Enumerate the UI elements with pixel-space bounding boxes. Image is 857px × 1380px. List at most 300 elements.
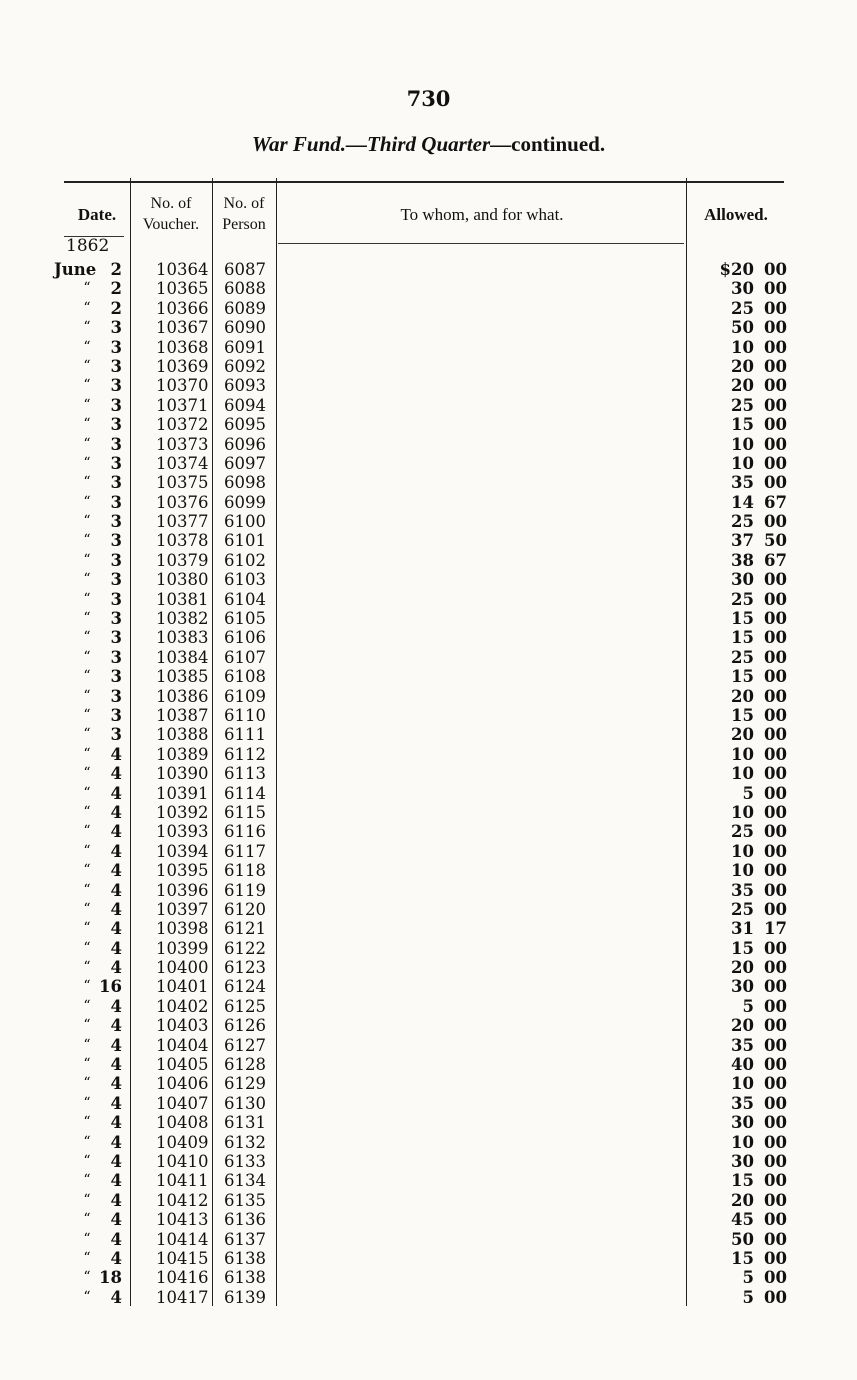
amount-dollars: 15 xyxy=(731,415,754,435)
table-row xyxy=(0,338,857,357)
amount-dollars: 35 xyxy=(731,1093,754,1113)
table-row xyxy=(0,1171,857,1190)
date-ditto-mark: “ xyxy=(83,997,91,1014)
amount-dollars: 10 xyxy=(731,841,754,861)
amount-cents: 00 xyxy=(764,589,787,609)
person-number: 6108 xyxy=(224,667,266,687)
amount-cents: 00 xyxy=(764,1093,787,1113)
date-day: 3 xyxy=(110,318,122,338)
voucher-number: 10408 xyxy=(156,1113,209,1133)
table-row xyxy=(0,939,857,958)
voucher-number: 10381 xyxy=(156,589,209,609)
voucher-number: 10378 xyxy=(156,531,209,551)
amount-dollars: 10 xyxy=(731,1074,754,1094)
table-row xyxy=(0,803,857,822)
voucher-number: 10371 xyxy=(156,395,209,415)
date-ditto-mark: “ xyxy=(83,474,91,491)
person-number: 6136 xyxy=(224,1210,266,1230)
amount-cents: 00 xyxy=(764,260,787,279)
voucher-number: 10382 xyxy=(156,609,209,629)
person-number: 6117 xyxy=(224,841,266,861)
amount-dollars: 5 xyxy=(742,783,754,803)
voucher-number: 10375 xyxy=(156,473,209,493)
date-day: 4 xyxy=(110,764,122,784)
table-body xyxy=(0,260,857,1307)
amount-cents: 00 xyxy=(764,434,787,454)
amount-cents: 00 xyxy=(764,1113,787,1133)
amount-dollars: 5 xyxy=(742,1268,754,1288)
amount-cents: 00 xyxy=(764,1229,787,1249)
page-number: 730 xyxy=(406,86,451,111)
amount-dollars: 10 xyxy=(731,802,754,822)
amount-cents: 67 xyxy=(764,550,787,570)
amount-dollars: 25 xyxy=(731,647,754,667)
voucher-number: 10370 xyxy=(156,376,209,396)
person-number: 6124 xyxy=(224,977,266,997)
table-row xyxy=(0,493,857,512)
date-ditto-mark: “ xyxy=(83,823,91,840)
date-ditto-mark: “ xyxy=(83,629,91,646)
date-ditto-mark: “ xyxy=(83,571,91,588)
amount-cents: 00 xyxy=(764,841,787,861)
date-day: 3 xyxy=(110,512,122,532)
amount-dollars: 15 xyxy=(731,667,754,687)
amount-dollars: 10 xyxy=(731,861,754,881)
title-continued: —continued. xyxy=(490,132,606,156)
table-row xyxy=(0,958,857,977)
amount-dollars: 10 xyxy=(731,1132,754,1152)
date-day: 4 xyxy=(110,1287,122,1307)
person-number: 6120 xyxy=(224,899,266,919)
voucher-number: 10400 xyxy=(156,958,209,978)
voucher-number: 10417 xyxy=(156,1287,209,1307)
date-day: 3 xyxy=(110,356,122,376)
person-number: 6112 xyxy=(224,744,266,764)
table-row xyxy=(0,1230,857,1249)
person-number: 6134 xyxy=(224,1171,266,1191)
person-number: 6093 xyxy=(224,376,266,396)
person-number: 6095 xyxy=(224,415,266,435)
amount-dollars: 50 xyxy=(731,318,754,338)
date-ditto-mark: “ xyxy=(83,687,91,704)
year-label: 1862 xyxy=(66,236,110,256)
voucher-number: 10397 xyxy=(156,899,209,919)
amount-dollars: 10 xyxy=(731,337,754,357)
table-row xyxy=(0,919,857,938)
date-ditto-mark: “ xyxy=(83,978,91,995)
amount-dollars: 15 xyxy=(731,1248,754,1268)
voucher-number: 10402 xyxy=(156,996,209,1016)
person-number: 6110 xyxy=(224,705,266,725)
person-number: 6101 xyxy=(224,531,266,551)
date-ditto-mark: “ xyxy=(83,1017,91,1034)
amount-cents: 00 xyxy=(764,977,787,997)
amount-dollars: 5 xyxy=(742,996,754,1016)
person-number: 6091 xyxy=(224,337,266,357)
person-number: 6088 xyxy=(224,279,266,299)
person-number: 6129 xyxy=(224,1074,266,1094)
amount-cents: 00 xyxy=(764,861,787,881)
amount-dollars: 25 xyxy=(731,395,754,415)
voucher-number: 10380 xyxy=(156,570,209,590)
voucher-number: 10396 xyxy=(156,880,209,900)
header-allowed: Allowed. xyxy=(704,204,768,224)
table-header xyxy=(64,184,784,244)
table-row xyxy=(0,435,857,454)
date-day: 4 xyxy=(110,841,122,861)
amount-cents: 00 xyxy=(764,298,787,318)
voucher-number: 10410 xyxy=(156,1151,209,1171)
date-day: 3 xyxy=(110,705,122,725)
voucher-number: 10407 xyxy=(156,1093,209,1113)
amount-cents: 00 xyxy=(764,899,787,919)
amount-dollars: 35 xyxy=(731,473,754,493)
amount-dollars: 30 xyxy=(731,977,754,997)
date-day: 4 xyxy=(110,1113,122,1133)
person-number: 6090 xyxy=(224,318,266,338)
table-row xyxy=(0,628,857,647)
amount-dollars: $20 xyxy=(719,260,754,279)
amount-cents: 00 xyxy=(764,415,787,435)
date-ditto-mark: “ xyxy=(83,299,91,316)
amount-dollars: 37 xyxy=(731,531,754,551)
date-day: 4 xyxy=(110,1016,122,1036)
table-row xyxy=(0,1036,857,1055)
table-row xyxy=(0,1113,857,1132)
amount-cents: 00 xyxy=(764,356,787,376)
date-ditto-mark: “ xyxy=(83,610,91,627)
person-number: 6109 xyxy=(224,686,266,706)
table-row xyxy=(0,784,857,803)
voucher-number: 10369 xyxy=(156,356,209,376)
table-row xyxy=(0,1191,857,1210)
voucher-number: 10373 xyxy=(156,434,209,454)
amount-dollars: 38 xyxy=(731,550,754,570)
amount-dollars: 15 xyxy=(731,609,754,629)
date-ditto-mark: “ xyxy=(83,668,91,685)
date-ditto-mark: “ xyxy=(83,648,91,665)
voucher-number: 10366 xyxy=(156,298,209,318)
voucher-number: 10376 xyxy=(156,492,209,512)
date-day: 4 xyxy=(110,1093,122,1113)
person-number: 6137 xyxy=(224,1229,266,1249)
date-day: 3 xyxy=(110,395,122,415)
date-day: 2 xyxy=(110,260,122,279)
date-ditto-mark: “ xyxy=(83,357,91,374)
date-day: 3 xyxy=(110,570,122,590)
date-ditto-mark: “ xyxy=(83,1133,91,1150)
date-day: 3 xyxy=(110,434,122,454)
person-number: 6087 xyxy=(224,260,266,279)
table-row xyxy=(0,977,857,996)
table-row xyxy=(0,396,857,415)
voucher-number: 10404 xyxy=(156,1035,209,1055)
amount-dollars: 35 xyxy=(731,880,754,900)
voucher-number: 10412 xyxy=(156,1190,209,1210)
header-date: Date. xyxy=(77,204,117,224)
table-row xyxy=(0,687,857,706)
person-number: 6100 xyxy=(224,512,266,532)
amount-cents: 00 xyxy=(764,609,787,629)
voucher-number: 10416 xyxy=(156,1268,209,1288)
table-row xyxy=(0,415,857,434)
date-ditto-mark: “ xyxy=(83,900,91,917)
voucher-number: 10390 xyxy=(156,764,209,784)
date-day: 4 xyxy=(110,1248,122,1268)
date-day: 3 xyxy=(110,550,122,570)
amount-dollars: 20 xyxy=(731,686,754,706)
person-number: 6106 xyxy=(224,628,266,648)
date-ditto-mark: “ xyxy=(83,881,91,898)
amount-cents: 00 xyxy=(764,1268,787,1288)
date-ditto-mark: “ xyxy=(83,1056,91,1073)
date-ditto-mark: “ xyxy=(83,1230,91,1247)
voucher-number: 10384 xyxy=(156,647,209,667)
date-ditto-mark: “ xyxy=(83,920,91,937)
person-number: 6138 xyxy=(224,1248,266,1268)
amount-dollars: 25 xyxy=(731,512,754,532)
date-day: 2 xyxy=(110,298,122,318)
table-row xyxy=(0,745,857,764)
table-row xyxy=(0,822,857,841)
date-day: 3 xyxy=(110,415,122,435)
voucher-number: 10374 xyxy=(156,453,209,473)
date-day: 4 xyxy=(110,783,122,803)
amount-cents: 00 xyxy=(764,1132,787,1152)
date-ditto-mark: “ xyxy=(83,862,91,879)
person-number: 6115 xyxy=(224,802,266,822)
person-number: 6138 xyxy=(224,1268,266,1288)
voucher-number: 10387 xyxy=(156,705,209,725)
table-row xyxy=(0,667,857,686)
title-italic: War Fund.—Third Quarter xyxy=(251,132,491,156)
table-row xyxy=(0,900,857,919)
voucher-number: 10414 xyxy=(156,1229,209,1249)
voucher-number: 10386 xyxy=(156,686,209,706)
date-ditto-mark: “ xyxy=(83,513,91,530)
amount-cents: 17 xyxy=(764,919,787,939)
person-number: 6114 xyxy=(224,783,266,803)
person-number: 6089 xyxy=(224,298,266,318)
person-number: 6122 xyxy=(224,938,266,958)
table-row xyxy=(0,318,857,337)
person-number: 6139 xyxy=(224,1287,266,1307)
date-ditto-mark: “ xyxy=(83,532,91,549)
header-person-line1: No. of xyxy=(223,195,265,212)
amount-cents: 00 xyxy=(764,395,787,415)
person-number: 6127 xyxy=(224,1035,266,1055)
date-ditto-mark: “ xyxy=(83,803,91,820)
amount-cents: 00 xyxy=(764,570,787,590)
date-ditto-mark: “ xyxy=(83,319,91,336)
person-number: 6096 xyxy=(224,434,266,454)
voucher-number: 10385 xyxy=(156,667,209,687)
date-ditto-mark: “ xyxy=(83,1288,91,1305)
person-number: 6094 xyxy=(224,395,266,415)
table-row xyxy=(0,648,857,667)
voucher-number: 10403 xyxy=(156,1016,209,1036)
voucher-number: 10367 xyxy=(156,318,209,338)
date-day: 4 xyxy=(110,1035,122,1055)
amount-cents: 00 xyxy=(764,1210,787,1230)
date-day: 4 xyxy=(110,744,122,764)
date-day: 3 xyxy=(110,667,122,687)
voucher-number: 10383 xyxy=(156,628,209,648)
voucher-number: 10389 xyxy=(156,744,209,764)
table-row xyxy=(0,299,857,318)
amount-dollars: 25 xyxy=(731,899,754,919)
date-ditto-mark: “ xyxy=(83,939,91,956)
amount-dollars: 50 xyxy=(731,1229,754,1249)
date-ditto-mark: “ xyxy=(83,959,91,976)
voucher-number: 10399 xyxy=(156,938,209,958)
person-number: 6118 xyxy=(224,861,266,881)
date-day: 4 xyxy=(110,938,122,958)
person-number: 6102 xyxy=(224,550,266,570)
person-number: 6133 xyxy=(224,1151,266,1171)
amount-cents: 00 xyxy=(764,1248,787,1268)
table-row xyxy=(0,881,857,900)
voucher-number: 10364 xyxy=(156,260,209,279)
table-row xyxy=(0,1249,857,1268)
date-day: 3 xyxy=(110,647,122,667)
person-number: 6121 xyxy=(224,919,266,939)
person-number: 6098 xyxy=(224,473,266,493)
header-person xyxy=(212,184,276,244)
table-row xyxy=(0,1055,857,1074)
header-person-line2: Person xyxy=(222,216,266,233)
table-row xyxy=(0,861,857,880)
voucher-number: 10377 xyxy=(156,512,209,532)
voucher-number: 10379 xyxy=(156,550,209,570)
person-number: 6119 xyxy=(224,880,266,900)
amount-dollars: 15 xyxy=(731,628,754,648)
date-ditto-mark: “ xyxy=(83,1191,91,1208)
amount-cents: 67 xyxy=(764,492,787,512)
table-row xyxy=(0,570,857,589)
table-row xyxy=(0,1074,857,1093)
amount-dollars: 10 xyxy=(731,434,754,454)
amount-dollars: 30 xyxy=(731,1151,754,1171)
amount-dollars: 20 xyxy=(731,958,754,978)
date-ditto-mark: “ xyxy=(83,551,91,568)
amount-dollars: 10 xyxy=(731,744,754,764)
voucher-number: 10388 xyxy=(156,725,209,745)
header-voucher-line1: No. of xyxy=(150,195,192,212)
amount-cents: 00 xyxy=(764,705,787,725)
date-day: 4 xyxy=(110,919,122,939)
amount-dollars: 20 xyxy=(731,376,754,396)
date-day: 4 xyxy=(110,1171,122,1191)
voucher-number: 10405 xyxy=(156,1055,209,1075)
date-ditto-mark: “ xyxy=(83,590,91,607)
table-row xyxy=(0,551,857,570)
date-month: June xyxy=(54,260,97,279)
table-row xyxy=(0,473,857,492)
date-day: 4 xyxy=(110,1190,122,1210)
amount-dollars: 30 xyxy=(731,570,754,590)
date-ditto-mark: “ xyxy=(83,377,91,394)
date-ditto-mark: “ xyxy=(83,454,91,471)
person-number: 6135 xyxy=(224,1190,266,1210)
voucher-number: 10413 xyxy=(156,1210,209,1230)
table-row xyxy=(0,764,857,783)
date-day: 3 xyxy=(110,453,122,473)
table-top-rule xyxy=(64,181,784,183)
date-day: 4 xyxy=(110,996,122,1016)
voucher-number: 10392 xyxy=(156,802,209,822)
date-ditto-mark: “ xyxy=(83,706,91,723)
amount-cents: 00 xyxy=(764,1151,787,1171)
person-number: 6107 xyxy=(224,647,266,667)
person-number: 6097 xyxy=(224,453,266,473)
amount-cents: 00 xyxy=(764,958,787,978)
amount-cents: 00 xyxy=(764,880,787,900)
date-day: 4 xyxy=(110,1055,122,1075)
date-day: 3 xyxy=(110,725,122,745)
date-ditto-mark: “ xyxy=(83,338,91,355)
table-row xyxy=(0,1268,857,1287)
person-number: 6116 xyxy=(224,822,266,842)
voucher-number: 10368 xyxy=(156,337,209,357)
amount-cents: 00 xyxy=(764,376,787,396)
date-day: 4 xyxy=(110,880,122,900)
amount-dollars: 25 xyxy=(731,298,754,318)
amount-cents: 00 xyxy=(764,802,787,822)
date-day: 3 xyxy=(110,609,122,629)
amount-dollars: 20 xyxy=(731,1190,754,1210)
amount-cents: 50 xyxy=(764,531,787,551)
voucher-number: 10391 xyxy=(156,783,209,803)
amount-cents: 00 xyxy=(764,279,787,299)
amount-dollars: 10 xyxy=(731,453,754,473)
date-day: 3 xyxy=(110,589,122,609)
header-voucher xyxy=(132,184,210,244)
table-row xyxy=(0,1016,857,1035)
amount-cents: 00 xyxy=(764,764,787,784)
date-ditto-mark: “ xyxy=(83,1249,91,1266)
person-number: 6128 xyxy=(224,1055,266,1075)
date-day: 3 xyxy=(110,376,122,396)
amount-cents: 00 xyxy=(764,822,787,842)
table-row xyxy=(0,609,857,628)
voucher-number: 10406 xyxy=(156,1074,209,1094)
amount-cents: 00 xyxy=(764,1074,787,1094)
header-whom: To whom, and for what. xyxy=(400,204,564,224)
date-day: 4 xyxy=(110,1229,122,1249)
person-number: 6105 xyxy=(224,609,266,629)
person-number: 6113 xyxy=(224,764,266,784)
voucher-number: 10415 xyxy=(156,1248,209,1268)
amount-cents: 00 xyxy=(764,686,787,706)
date-day: 4 xyxy=(110,1151,122,1171)
voucher-number: 10409 xyxy=(156,1132,209,1152)
amount-cents: 00 xyxy=(764,667,787,687)
date-ditto-mark: “ xyxy=(83,1152,91,1169)
amount-dollars: 35 xyxy=(731,1035,754,1055)
table-row xyxy=(0,260,857,279)
person-number: 6131 xyxy=(224,1113,266,1133)
person-number: 6092 xyxy=(224,356,266,376)
amount-dollars: 40 xyxy=(731,1055,754,1075)
voucher-number: 10365 xyxy=(156,279,209,299)
date-ditto-mark: “ xyxy=(83,493,91,510)
table-row xyxy=(0,1152,857,1171)
amount-cents: 00 xyxy=(764,783,787,803)
amount-cents: 00 xyxy=(764,318,787,338)
amount-dollars: 31 xyxy=(731,919,754,939)
date-ditto-mark: “ xyxy=(83,1036,91,1053)
